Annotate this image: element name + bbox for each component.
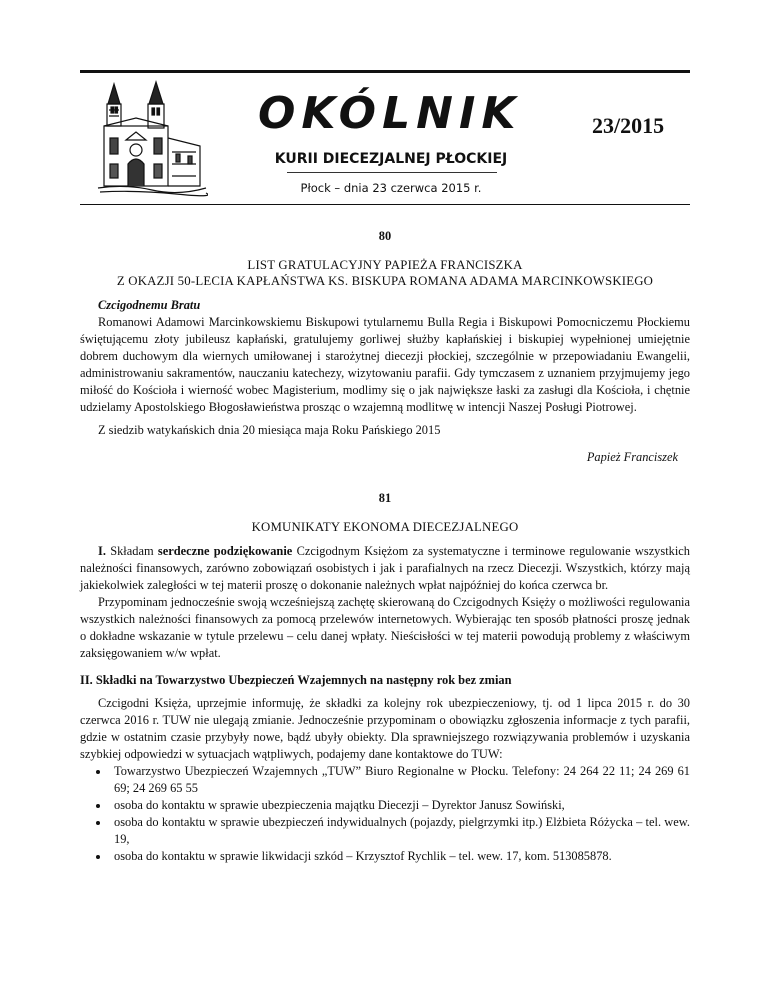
section-80-title-line2: Z OKAZJI 50-LECIA KAPŁAŃSTWA KS. BISKUPA ROMANA ADAMA MARCINKOWSKIEGO (116, 274, 654, 288)
subheading-insurance: II. Składki na Towarzystwo Ubezpieczeń Wzajemnych na następny rok bez zmian (80, 673, 512, 687)
letter-signature: Papież Franciszek (586, 450, 678, 464)
paragraph-thanks (80, 543, 690, 594)
paragraph-transfers: Przypominam jednocześnie swoją wcześniejszą zachętę skierowaną do Czcigodnych Księży o możliwości regulowania wszystkich należności finansowych za pomocą przelewów internetowych. Wybierając ten sposób płatności proszę jednak o dokładne wskazanie w tytule przelewu – celu danej wpłaty. Nieścisłości w tej materii powodują problemy z właściwym zaksięgowaniem w/w wpłat. (80, 595, 690, 660)
list-item: • Towarzystwo Ubezpieczeń Wzajemnych „TUW” Biuro Regionalne w Płocku. Telefony: 24 264 22 11; 24 269 61 69; 24 269 65 55 (110, 763, 690, 797)
masthead-title: OKÓLNIK (258, 88, 522, 139)
section-80-title-line1: LIST GRATULACYJNY PAPIEŻA FRANCISZKA (247, 258, 523, 272)
masthead-place-date: Płock – dnia 23 czerwca 2015 r. (300, 181, 482, 195)
letter-closing: Z siedzib watykańskich dnia 20 miesiąca maja Roku Pańskiego 2015 (98, 423, 441, 437)
list-item: • osoba do kontaktu w sprawie ubezpieczenia majątku Diecezji – Dyrektor Janusz Sowiński, (110, 797, 690, 814)
masthead-bottom-rule (80, 204, 690, 205)
top-rule (80, 70, 690, 73)
document-body (80, 228, 690, 865)
masthead-divider (287, 172, 497, 173)
section-81-title: KOMUNIKATY EKONOMA DIECEZJALNEGO (251, 520, 519, 534)
contact-list (80, 763, 690, 865)
letter-body: Romanowi Adamowi Marcinkowskiemu Biskupowi tytularnemu Bulla Regia i Biskupowi Pomocniczemu Płockiemu świętującemu złoty jubileusz kapłański, gratulujemy gorliwej służby kapłańskiej i biskupiej wypełnionej umiejętnie dobrem duchowym dla wiernych umiłowanej i starożytnej diecezji płockiej, szczególnie w przepowiadaniu Ewangelii, administrowaniu sakramentów, nauczaniu katechezy, wizytowaniu parafii. Gdy tymczasem z uznaniem przyjmujemy jego miłość do Kościoła i wierność wobec Magisterium, modlimy się o jak największe łaski za zasługi dla Kościoła, i chętnie udzielamy Apostolskiego Błogosławieństwa prosząc o wzajemną modlitwę w intencji Naszej Posługi Piotrowej. (80, 315, 690, 414)
paragraph-thanks-rest: Czcigodnym Księżom za systematyczne i terminowe regulowanie wszystkich należności finansowych, zarówno zobowiązań osobistych i jak i parafialnych na rzecz Diecezji. Wszystkich, którzy mają jakiekolwiek zaległości w tej materii proszę o dokonanie należnych wpłat najpóźniej do końca czerwca br. (80, 544, 690, 592)
paragraph-thanks-lead: I. (98, 544, 106, 558)
cathedral-logo-icon (96, 80, 208, 198)
issue-number: 23/2015 (592, 113, 665, 138)
list-item: • osoba do kontaktu w sprawie likwidacji szkód – Krzysztof Rychlik – tel. wew. 17, kom. 513085878. (110, 848, 690, 865)
letter-salutation: Czcigodnemu Bratu (98, 298, 201, 312)
paragraph-thanks-bold: serdeczne podziękowanie (157, 544, 293, 558)
paragraph-insurance: Czcigodni Księża, uprzejmie informuję, że składki za kolejny rok ubezpieczeniowy, tj. od 1 lipca 2015 r. do 30 czerwca 2016 r. TUW nie ulegają zmianie. Jednocześnie przypominam o obowiązku zgłoszenia informacje z tych parafii, gdzie w ostatnim czasie przybyły nowe, bądź ubyły obiekty. Dla sprawniejszego rozwiązywania problemów i uzyskania szybkiej odpowiedzi w sytuacjach wątpliwych, podajemy dane kontaktowe do TUW: (80, 696, 690, 761)
section-80-title (80, 257, 690, 289)
paragraph-thanks-word: Składam (110, 544, 154, 558)
section-80-number: 80 (378, 229, 392, 243)
masthead-subtitle: KURII DIECEZJALNEJ PŁOCKIEJ (274, 151, 508, 167)
section-gap (80, 466, 690, 490)
list-item: • osoba do kontaktu w sprawie ubezpieczeń indywidualnych (pojazdy, pielgrzymki itp.) Elżbieta Różycka – tel. wew. 19, (110, 814, 690, 848)
section-81-number: 81 (378, 491, 392, 505)
